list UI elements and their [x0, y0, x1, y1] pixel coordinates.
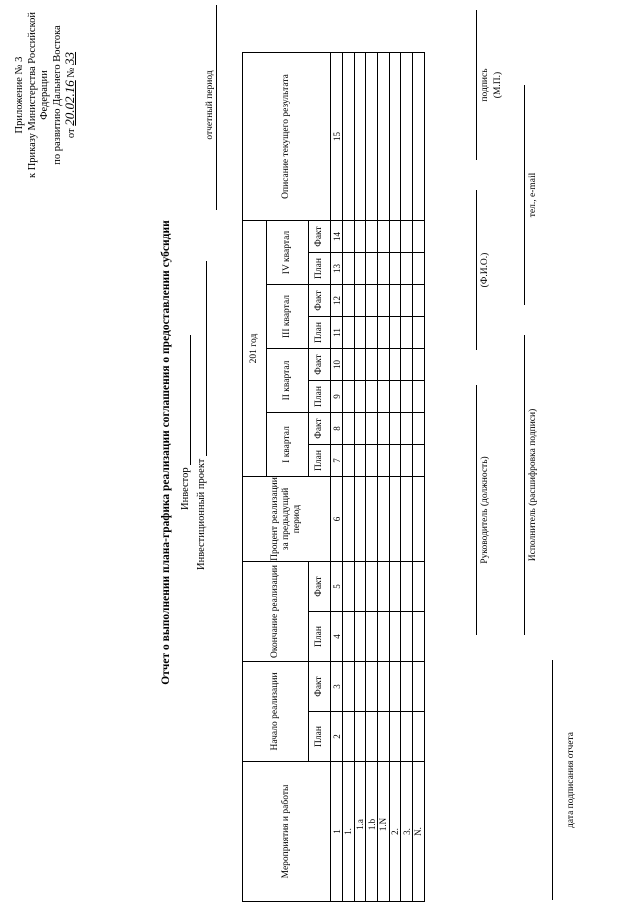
row-label: N. [413, 762, 425, 902]
table-row [366, 53, 378, 902]
head-caption: Руководитель (должность) [480, 456, 490, 564]
row-label: 3. [401, 762, 413, 902]
header-plan: План [309, 445, 331, 477]
table-row [389, 53, 401, 902]
head-signature-line[interactable] [476, 385, 477, 635]
header-measures: Мероприятия и работы [243, 762, 331, 902]
header-q4: IV квартал [267, 221, 309, 285]
column-number: 4 [331, 612, 343, 662]
table-row [401, 53, 413, 902]
investor-field [180, 335, 191, 510]
contacts-line[interactable] [524, 85, 525, 305]
header-plan: План [309, 317, 331, 349]
header-year: 201 год [243, 221, 267, 477]
fio-line[interactable] [476, 190, 477, 350]
contacts-caption: тел., e-mail [528, 172, 538, 218]
row-label: 1.N [378, 762, 390, 902]
column-number: 2 [331, 712, 343, 762]
period-input-line[interactable] [216, 5, 217, 210]
column-number: 7 [331, 445, 343, 477]
appendix-header [14, 0, 79, 190]
appendix-date-line [64, 0, 79, 190]
executor-line[interactable] [524, 335, 525, 635]
header-end: Окончание реализации [243, 562, 309, 662]
column-number: 12 [331, 285, 343, 317]
table-row [343, 53, 355, 902]
table-row [378, 53, 390, 902]
column-number: 1 [331, 762, 343, 902]
fio-caption: (Ф.И.О.) [480, 252, 490, 288]
project-label: Инвестиционный проект [196, 458, 207, 570]
period-caption: отчетный период [205, 70, 215, 140]
header-fact: Факт [309, 413, 331, 445]
column-numbers-row [331, 53, 343, 902]
appendix-ministry-line: по развитию Дальнего Востока [51, 25, 63, 165]
sign-line[interactable] [476, 10, 477, 160]
handwritten-date: 20.02.16 [62, 80, 77, 126]
header-plan: План [309, 381, 331, 413]
plan-schedule-table [242, 52, 425, 902]
row-label: 1.b [366, 762, 378, 902]
header-fact: Факт [309, 285, 331, 317]
header-fact: Факт [309, 662, 331, 712]
appendix-federation-line: Федерации [39, 70, 50, 120]
header-plan: План [309, 253, 331, 285]
header-plan: План [309, 712, 331, 762]
project-field [196, 261, 207, 570]
appendix-number: Приложение № 3 [14, 56, 25, 134]
handwritten-number: 33 [62, 51, 77, 65]
row-label: 1.a [354, 762, 366, 902]
executor-caption: Исполнитель (расшифровка подписи) [528, 408, 538, 562]
date-prefix: от [66, 128, 77, 139]
report-title: Отчет о выполнении плана-графика реализации соглашения о предоставлении субсидии [160, 220, 172, 685]
header-plan: План [309, 612, 331, 662]
row-label: 1. [343, 762, 355, 902]
header-fact: Факт [309, 562, 331, 612]
column-number: 5 [331, 562, 343, 612]
column-number: 6 [331, 477, 343, 562]
header-q2: II квартал [267, 349, 309, 413]
date-signature-line[interactable] [552, 660, 553, 900]
table-row [413, 53, 425, 902]
column-number: 11 [331, 317, 343, 349]
header-description: Описание текущего результата [243, 53, 331, 221]
project-input-line[interactable] [206, 261, 207, 456]
header-start: Начало реализации [243, 662, 309, 762]
row-label: 2. [389, 762, 401, 902]
table-row [354, 53, 366, 902]
number-prefix: № [66, 67, 77, 78]
appendix-order-line: к Приказу Министерства Российской [26, 11, 38, 179]
column-number: 14 [331, 221, 343, 253]
column-number: 10 [331, 349, 343, 381]
stamp-caption: (М.П.) [493, 71, 503, 99]
column-number: 8 [331, 413, 343, 445]
header-percent: Процент реализации за предыдущий период [243, 477, 331, 562]
header-fact: Факт [309, 349, 331, 381]
column-number: 9 [331, 381, 343, 413]
sign-caption: подпись [480, 68, 490, 102]
column-number: 13 [331, 253, 343, 285]
investor-label: Инвестор [180, 467, 191, 510]
column-number: 3 [331, 662, 343, 712]
header-q3: III квартал [267, 285, 309, 349]
investor-input-line[interactable] [190, 335, 191, 465]
header-fact: Факт [309, 221, 331, 253]
date-caption: дата подписания отчета [566, 732, 576, 828]
header-q1: I квартал [267, 413, 309, 477]
column-number: 15 [331, 53, 343, 221]
